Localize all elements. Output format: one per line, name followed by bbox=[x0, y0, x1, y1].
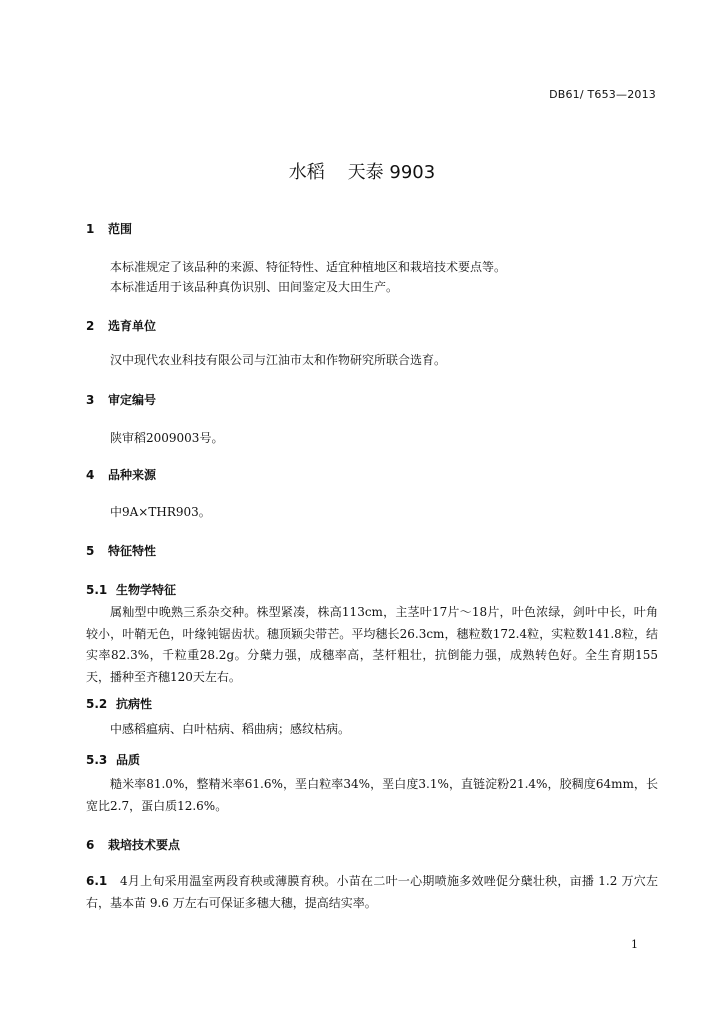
section-title: 生物学特征 bbox=[116, 583, 177, 597]
section-number: 5 bbox=[86, 544, 95, 558]
section-title: 选育单位 bbox=[108, 319, 157, 333]
section-title: 品质 bbox=[116, 753, 141, 767]
body-paragraph: 糙米率81.0%，整精米率61.6%，垩白粒率34%，垩白度3.1%，直链淀粉21.4%，胶稠度64mm，长宽比2.7，蛋白质12.6%。 bbox=[86, 777, 658, 813]
section-number: 5.2 bbox=[86, 697, 108, 711]
page-title: 水稻 天泰 9903 bbox=[288, 162, 436, 183]
body-line: 本标准适用于该品种真伪识别、田间鉴定及大田生产。 bbox=[110, 280, 399, 294]
section-title: 栽培技术要点 bbox=[108, 838, 181, 852]
section-number: 6 bbox=[86, 838, 95, 852]
section-heading-5-3 bbox=[86, 751, 140, 768]
section-title: 抗病性 bbox=[116, 697, 153, 711]
section-number: 5.1 bbox=[86, 583, 108, 597]
section-heading-6 bbox=[86, 836, 180, 853]
body-line: 本标准规定了该品种的来源、特征特性、适宜种植地区和栽培技术要点等。 bbox=[110, 260, 507, 274]
section-number: 4 bbox=[86, 468, 95, 482]
body-line: 中9A×THR903。 bbox=[110, 505, 211, 519]
section-number: 5.3 bbox=[86, 753, 108, 767]
section-heading-4 bbox=[86, 466, 156, 483]
body-line: 中感稻瘟病、白叶枯病、稻曲病；感纹枯病。 bbox=[110, 722, 351, 736]
section-heading-5-1 bbox=[86, 581, 176, 598]
body-line: 陕审稻2009003号。 bbox=[110, 431, 224, 445]
section-title: 特征特性 bbox=[108, 544, 157, 558]
section-heading-5-2 bbox=[86, 695, 152, 712]
section-heading-1 bbox=[86, 220, 132, 237]
body-paragraph: 属籼型中晚熟三系杂交种。株型紧凑，株高113cm，主茎叶17片～18片，叶色浓绿，剑叶中长，叶角较小，叶鞘无色，叶缘钝锯齿状。穗顶颖尖带芒。平均穗长26.3cm，穗粒数172.4粒，实粒数141.8粒，结实率82.3%，千粒重28.2g。分蘖力强，成穗率高，茎杆粗壮，抗倒能力强，成熟转色好。全生育期155天，播种至齐穗120天左右。 bbox=[86, 605, 658, 684]
section-heading-5 bbox=[86, 542, 156, 559]
paragraph-text: 4月上旬采用温室两段育秧或薄膜育秧。小苗在二叶一心期喷施多效唑促分蘖壮秧，亩播 1.2 万穴左右，基本苗 9.6 万左右可保证多穗大穗，提高结实率。 bbox=[86, 874, 658, 910]
section-title: 范围 bbox=[108, 222, 133, 236]
body-line: 汉中现代农业科技有限公司与江油市太和作物研究所联合选育。 bbox=[110, 353, 447, 367]
body-paragraph-6-1 bbox=[86, 871, 658, 914]
section-heading-2 bbox=[86, 317, 156, 334]
section-number: 6.1 bbox=[86, 874, 108, 888]
section-number: 1 bbox=[86, 222, 95, 236]
section-number: 3 bbox=[86, 393, 95, 407]
section-heading-3 bbox=[86, 391, 156, 408]
section-title: 品种来源 bbox=[108, 468, 157, 482]
document-number: DB61/ T653—2013 bbox=[549, 88, 656, 101]
page-number: 1 bbox=[631, 938, 638, 951]
section-title: 审定编号 bbox=[108, 393, 157, 407]
section-number: 2 bbox=[86, 319, 95, 333]
